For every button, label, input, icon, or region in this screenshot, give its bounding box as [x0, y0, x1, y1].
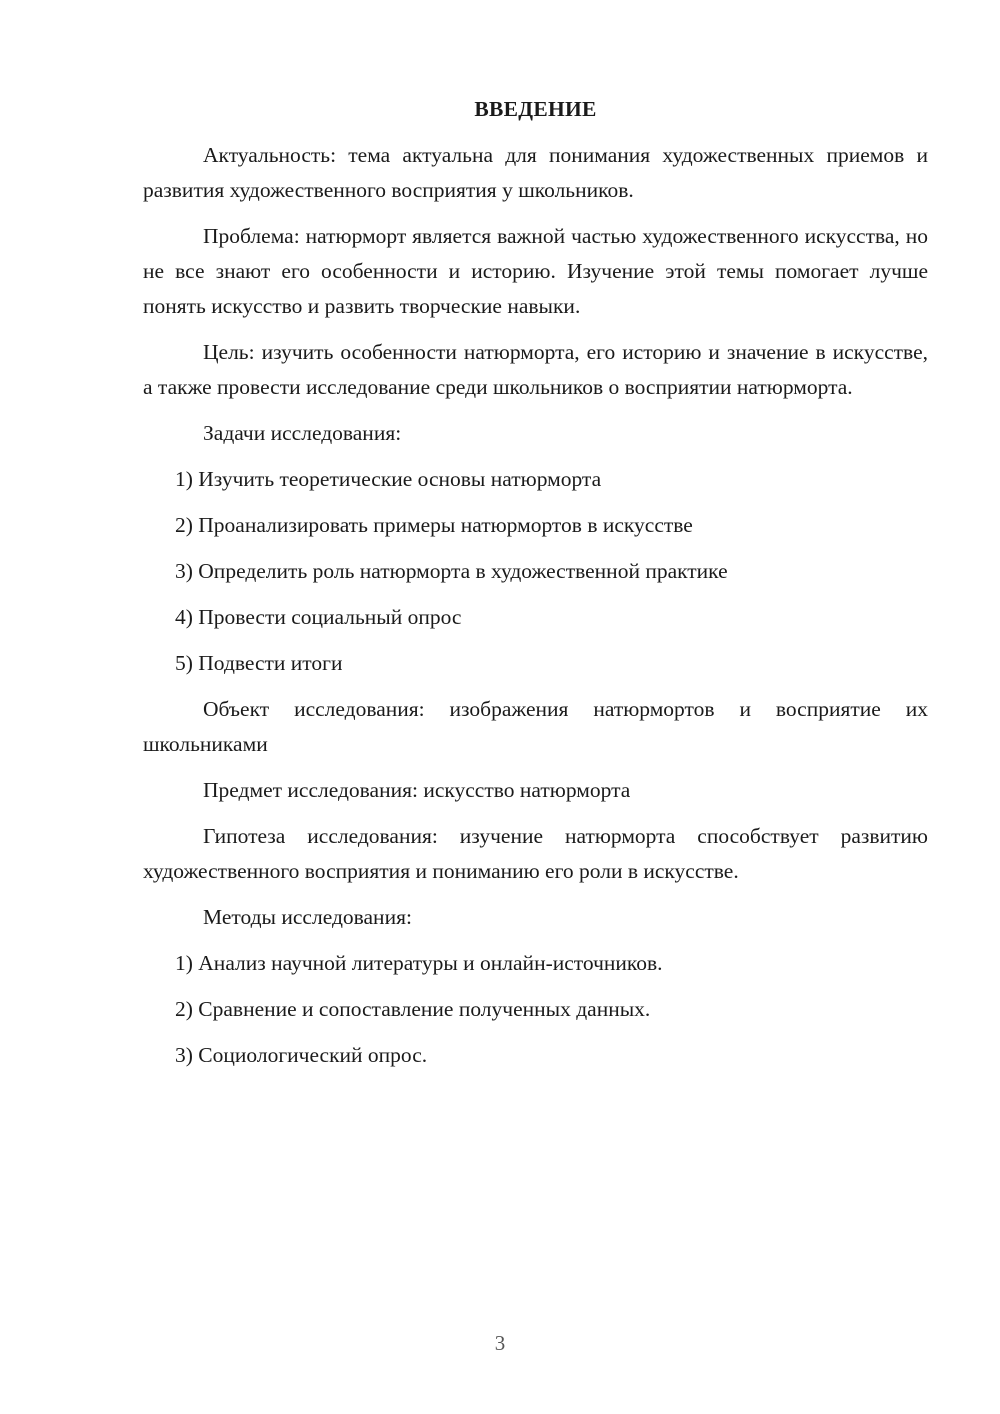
- list-item: 1) Анализ научной литературы и онлайн-источников.: [175, 951, 663, 975]
- subject-paragraph: Предмет исследования: искусство натюрморта: [203, 778, 631, 802]
- problem-paragraph: Проблема: натюрморт является важной частью художественного искусства, но не все знают его особенности и историю. Изучение этой темы помогает лучше понять искусство и развить творческие навыки.: [143, 224, 928, 318]
- page-title: ВВЕДЕНИЕ: [474, 97, 597, 121]
- tasks-list: [143, 462, 928, 681]
- list-item: 2) Сравнение и сопоставление полученных данных.: [175, 997, 651, 1021]
- list-item: 5) Подвести итоги: [175, 651, 343, 675]
- tasks-heading: Задачи исследования:: [203, 421, 402, 445]
- list-item: 1) Изучить теоретические основы натюрморта: [175, 467, 602, 491]
- relevance-paragraph: Актуальность: тема актуальна для понимания художественных приемов и развития художественного восприятия у школьников.: [143, 143, 928, 202]
- methods-list: [143, 946, 928, 1073]
- list-item: 2) Проанализировать примеры натюрмортов в искусстве: [175, 513, 693, 537]
- list-item: 3) Социологический опрос.: [175, 1043, 428, 1067]
- object-paragraph: Объект исследования: изображения натюрмортов и восприятие их школьниками: [143, 697, 928, 756]
- methods-heading: Методы исследования:: [203, 905, 412, 929]
- goal-paragraph: Цель: изучить особенности натюрморта, его историю и значение в искусстве, а также провести исследование среди школьников о восприятии натюрморта.: [143, 340, 928, 399]
- document-page: [143, 92, 928, 1084]
- list-item: 3) Определить роль натюрморта в художественной практике: [175, 559, 728, 583]
- list-item: 4) Провести социальный опрос: [175, 605, 462, 629]
- page-number: 3: [494, 1331, 506, 1355]
- hypothesis-paragraph: Гипотеза исследования: изучение натюрморта способствует развитию художественного восприятия и пониманию его роли в искусстве.: [143, 824, 928, 883]
